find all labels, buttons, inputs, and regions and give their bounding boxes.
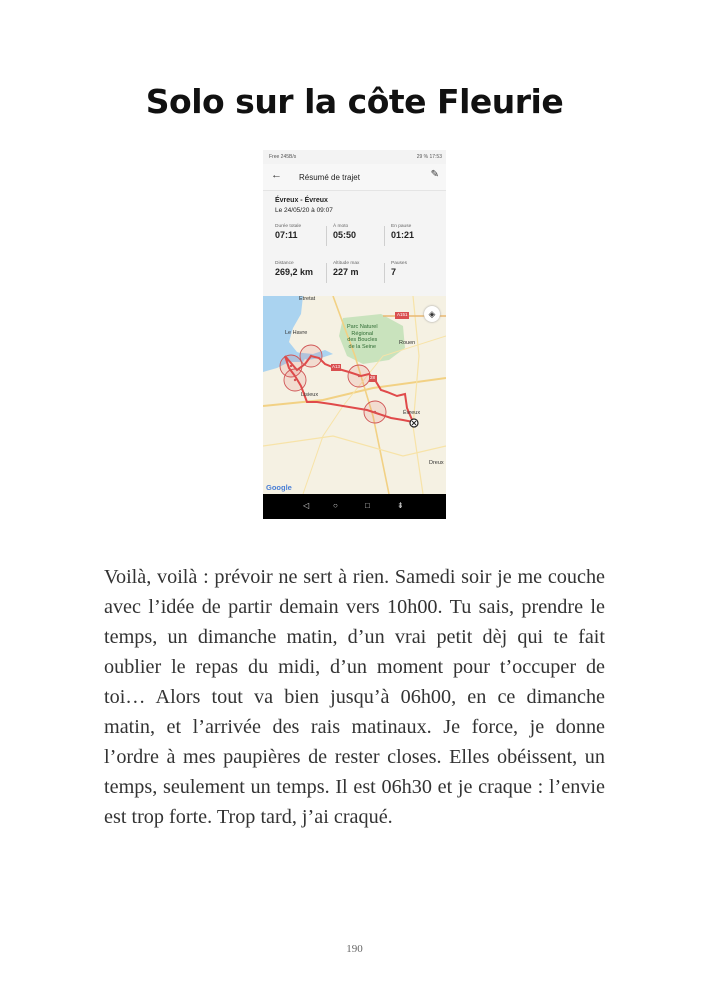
layers-button[interactable]	[424, 306, 440, 322]
status-bar	[263, 150, 446, 164]
body-paragraph: Voilà, voilà : prévoir ne sert à rien. Samedi soir je me couche avec l’idée de partir demain vers 10h00. Tu sais, prendre le temps, un dimanche matin, d’un vrai petit dèj qui te fait oublier le repas du midi, d’un moment pour t’occuper de toi… Alors tout va bien jusqu’à 06h00, en ce dimanche matin, et l’arrivée des rais matinaux. Je force, je donne l’ordre à mes paupières de rester closes. Elles obéissent, un temps, seulement un temps. Il est 06h30 et je craque : l’envie est trop forte. Trop tard, j’ai craqué.	[104, 566, 605, 828]
park-label-line: de la Seine	[348, 343, 377, 350]
edit-icon[interactable]: ✎	[430, 169, 439, 180]
map-label-rouen: Rouen	[399, 340, 416, 346]
back-arrow-icon[interactable]: ←	[271, 169, 282, 181]
stat-value: 269,2 km	[275, 267, 314, 277]
stat-label: En pause	[391, 224, 412, 229]
phone-screenshot	[263, 150, 446, 519]
nav-home-icon[interactable]: ○	[333, 501, 338, 510]
status-right: 29 % 17:53	[416, 154, 442, 160]
stat-pause-duration	[391, 224, 441, 240]
app-bar	[263, 164, 446, 191]
route-map[interactable]	[263, 296, 446, 494]
map-label-dreux: Dreux	[429, 460, 444, 466]
stat-value: 227 m	[333, 267, 359, 277]
stat-pauses	[391, 261, 441, 277]
route-line	[285, 356, 413, 422]
stat-moto-duration	[333, 224, 383, 240]
stat-label: À moto	[333, 224, 349, 229]
route-name: Évreux - Évreux	[275, 197, 328, 204]
trip-summary	[263, 191, 446, 296]
stat-label: Altitude max	[333, 261, 360, 266]
map-label-le-havre: Le Havre	[285, 330, 308, 336]
stat-value: 07:11	[275, 230, 298, 240]
stat-label: Distance	[275, 261, 294, 266]
nav-recents-icon[interactable]: □	[365, 501, 370, 510]
nav-back-icon[interactable]: ◁	[303, 501, 310, 510]
stat-altitude	[333, 261, 383, 277]
road	[413, 296, 423, 494]
road	[263, 436, 446, 456]
map-label-lisieux: Lisieux	[301, 392, 319, 398]
park-label	[347, 324, 378, 350]
page-number: 190	[346, 943, 363, 955]
divider	[326, 226, 327, 246]
stat-value: 05:50	[333, 230, 357, 240]
nav-notifications-icon[interactable]: ⇟	[397, 501, 404, 510]
pause-dot	[290, 365, 292, 367]
divider	[384, 226, 385, 246]
pause-dot	[310, 355, 312, 357]
stat-distance	[275, 261, 325, 277]
google-logo: Google	[266, 483, 292, 492]
stat-value: 7	[391, 267, 397, 277]
stat-label: Durée totale	[275, 224, 302, 229]
park-label-line: Régional	[351, 330, 374, 337]
stat-total-duration	[275, 224, 325, 240]
page-title: Solo sur la côte Fleurie	[145, 82, 564, 121]
route-date: Le 24/05/20 à 09:07	[275, 207, 333, 214]
divider	[384, 263, 385, 283]
status-left: Free 245B/s	[269, 154, 297, 160]
layers-icon: ◈	[428, 309, 436, 319]
road-label-a151: A151	[397, 312, 408, 317]
pause-dot	[374, 411, 376, 413]
pause-dot	[358, 375, 360, 377]
pause-dot	[294, 379, 296, 381]
app-title: Résumé de trajet	[299, 173, 360, 182]
map-label-evreux: Évreux	[403, 410, 421, 416]
map-label-etretat: Étretat	[299, 296, 316, 302]
road-label-a13: A13	[332, 364, 341, 369]
stat-value: 01:21	[391, 230, 415, 240]
divider	[326, 263, 327, 283]
park-label-line: Parc Naturel	[347, 324, 378, 330]
road-label-a28: 28	[370, 375, 376, 380]
stat-label: Pauses	[391, 261, 407, 266]
park-label-line: des Boucles	[347, 337, 378, 343]
android-nav-bar	[263, 494, 446, 519]
